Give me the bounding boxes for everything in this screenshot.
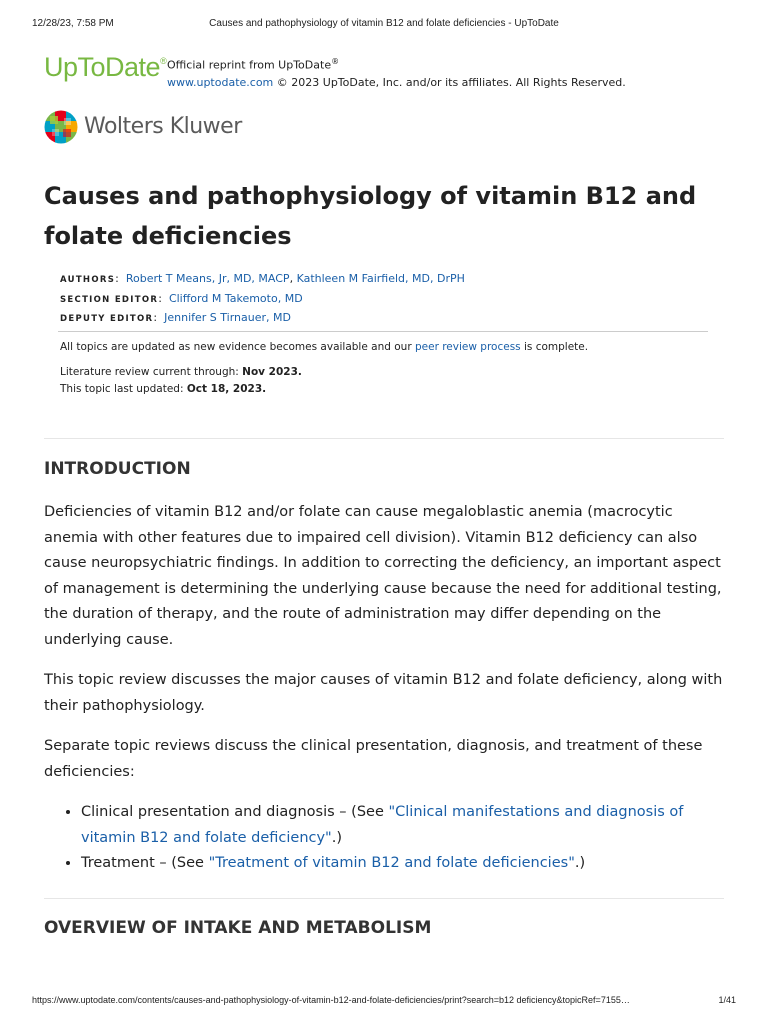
uptodate-logo bbox=[44, 52, 166, 83]
deputy-editor-label: DEPUTY EDITOR bbox=[60, 314, 154, 324]
authors-label: AUTHORS bbox=[60, 275, 116, 285]
introduction-paragraph: This topic review discusses the major causes of vitamin B12 and folate deficiency, along with their pathophysiology. bbox=[44, 672, 723, 714]
wolters-kluwer-mosaic-icon bbox=[44, 110, 78, 144]
byline-divider bbox=[58, 331, 708, 332]
topic-link[interactable]: "Clinical manifestations and diagnosis of vitamin B12 and folate deficiency" bbox=[81, 804, 684, 846]
uptodate-logo-mark: ® bbox=[160, 56, 167, 66]
reprint-mark: ® bbox=[331, 57, 340, 66]
uptodate-site-link[interactable]: www.uptodate.com bbox=[167, 75, 274, 89]
topic-link[interactable]: "Treatment of vitamin B12 and folate deficiencies" bbox=[208, 855, 575, 871]
wolters-kluwer-wordmark: Wolters Kluwer bbox=[84, 114, 242, 139]
print-datetime: 12/28/23, 7:58 PM bbox=[32, 18, 114, 29]
introduction-paragraph: Deficiencies of vitamin B12 and/or folate can cause megaloblastic anemia (macrocytic anemia with other features due to impaired cell division). Vitamin B12 deficiency can also cause neuropsychiatric findings. In addition to correcting the deficiency, an important aspect of management is determining the underlying cause because the need for additional testing, the duration of therapy, and the route of administration may differ depending on the underlying cause. bbox=[44, 504, 722, 648]
section-editor-label: SECTION EDITOR bbox=[60, 294, 159, 305]
introduction-paragraph: Separate topic reviews discuss the clinical presentation, diagnosis, and treatment of these deficiencies: bbox=[44, 738, 703, 780]
article-byline bbox=[60, 270, 710, 329]
article-title: Causes and pathophysiology of vitamin B12 and folate deficiencies bbox=[44, 182, 697, 250]
brand-row bbox=[44, 52, 724, 92]
reprint-notice bbox=[167, 53, 626, 91]
related-topics-list bbox=[44, 800, 728, 877]
deputy-editor-row: DEPUTY EDITOR: Jennifer S Tirnauer, MD bbox=[60, 311, 291, 324]
page-number: 1/41 bbox=[718, 995, 736, 1005]
update-info bbox=[60, 339, 710, 398]
authors-row: AUTHORS: Robert T Means, Jr, MD, MACP, Kathleen M Fairfield, MD, DrPH bbox=[60, 272, 465, 285]
section-editor-link[interactable]: Clifford M Takemoto, MD bbox=[168, 291, 303, 305]
print-page-title: Causes and pathophysiology of vitamin B12 and folate deficiencies - UpToDate bbox=[209, 18, 559, 29]
overview-heading: OVERVIEW OF INTAKE AND METABOLISM bbox=[44, 918, 432, 938]
literature-review-date: Literature review current through: Nov 2023. bbox=[60, 366, 302, 378]
update-notice: All topics are updated as new evidence becomes available and our peer review process is complete. bbox=[60, 341, 589, 353]
list-item: • Treatment – (See "Treatment of vitamin B12 and folate deficiencies".) bbox=[81, 851, 728, 877]
list-item: • Clinical presentation and diagnosis – (See "Clinical manifestations and diagnosis of vitamin B12 and folate deficiency".) bbox=[81, 800, 728, 851]
wolters-kluwer-logo bbox=[44, 110, 244, 144]
section-divider bbox=[44, 898, 724, 899]
introduction-body bbox=[44, 500, 728, 877]
section-divider bbox=[44, 438, 724, 439]
last-updated-date: This topic last updated: Oct 18, 2023. bbox=[60, 383, 267, 395]
print-header bbox=[32, 18, 736, 32]
deputy-editor-link[interactable]: Jennifer S Tirnauer, MD bbox=[164, 311, 291, 324]
author-link[interactable]: Kathleen M Fairfield, MD, DrPH bbox=[296, 272, 465, 285]
author-link[interactable]: Robert T Means, Jr, MD, MACP bbox=[125, 272, 290, 285]
peer-review-link[interactable]: peer review process bbox=[414, 341, 521, 353]
uptodate-logo-text: UpToDate bbox=[44, 52, 161, 82]
section-editor-row: SECTION EDITOR: Clifford M Takemoto, MD bbox=[60, 291, 303, 305]
page-url: https://www.uptodate.com/contents/causes-and-pathophysiology-of-vitamin-b12-and-folate-deficiencies/print?search=b12 deficiency&topicRef=7155… bbox=[32, 995, 630, 1005]
reprint-line: Official reprint from UpToDate bbox=[167, 58, 332, 72]
copyright-text: © 2023 UpToDate, Inc. and/or its affiliates. All Rights Reserved. bbox=[273, 75, 626, 89]
print-footer bbox=[32, 995, 736, 1009]
introduction-heading: INTRODUCTION bbox=[44, 459, 191, 479]
